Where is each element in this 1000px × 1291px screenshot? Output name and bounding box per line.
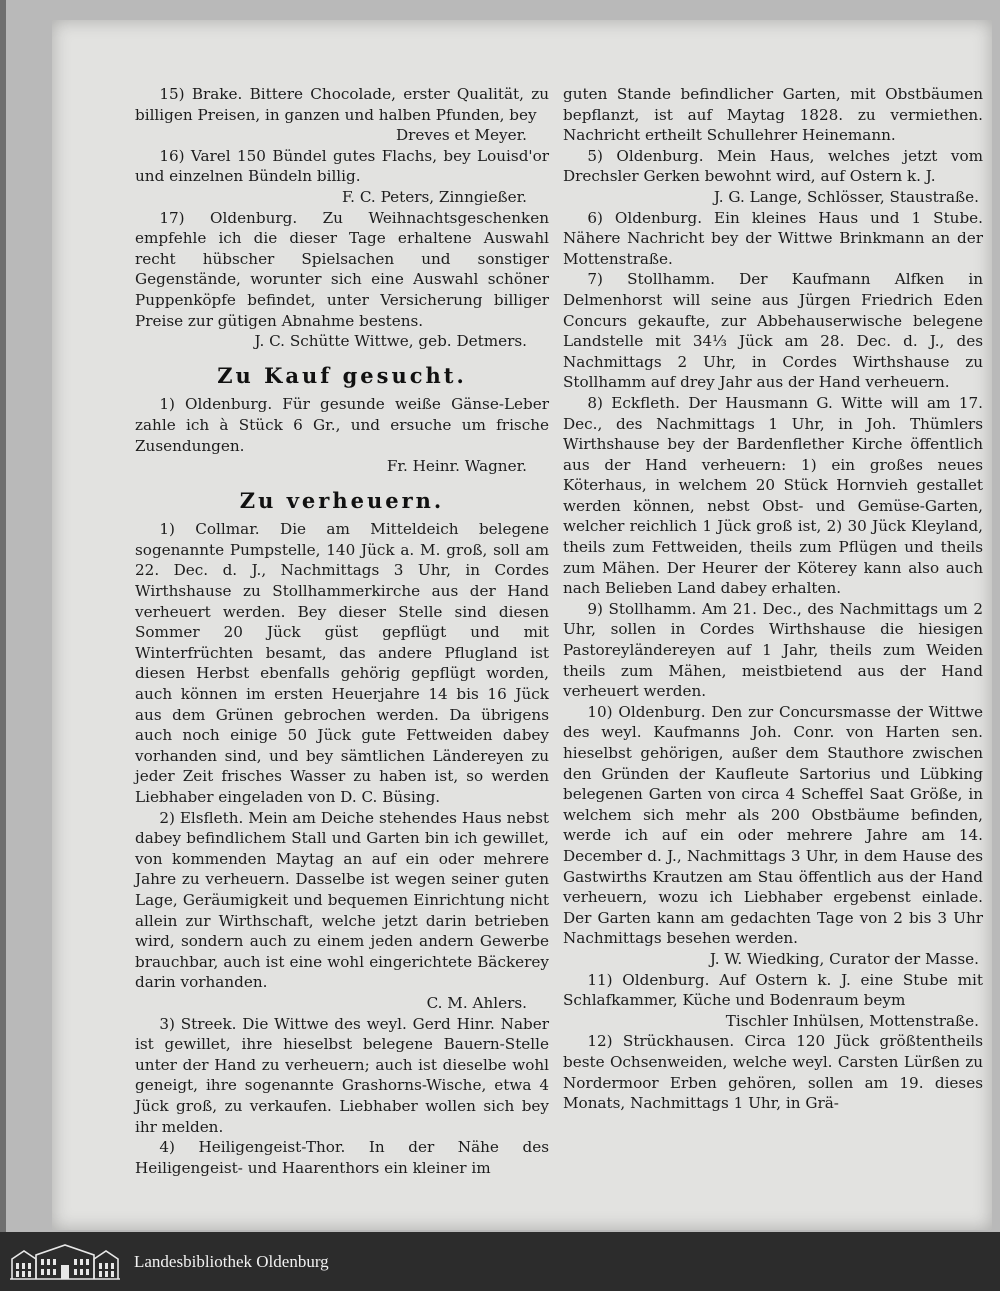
notice-paragraph: 16) Varel 150 Bündel gutes Flachs, bey Louisd'or und einzelnen Bündeln billig.	[135, 146, 549, 186]
scan-dark-edge	[0, 0, 6, 1232]
notice-paragraph: 2) Elsfleth. Mein am Deiche stehendes Haus nebst dabey befindlichem Stall und Garten bin ich gewillet, von kommenden Maytag an auf ein oder mehrere Jahre zu verheuern. Dasselbe ist wegen seiner guten Lage, Geräumigkeit und bequemen Einrichtung nicht allein zur Wirthschaft, welche jetzt darin betrieben wird, sondern auch zu einem jeden andern Gewerbe brauchbar, auch ist eine wohl eingerichtete Bäckerey darin vorhanden.	[135, 808, 549, 992]
notice-paragraph: 17) Oldenburg. Zu Weihnachtsgeschenken empfehle ich die dieser Tage erhaltene Auswahl recht hübscher Spielsachen und sonstiger Gegenstände, worunter sich eine Auswahl schöner Puppenköpfe befindet, unter Versicherung billiger Preise zur gütigen Abnahme bestens.	[135, 208, 549, 330]
notice-paragraph: guten Stande befindlicher Garten, mit Obstbäumen bepflanzt, ist auf Maytag 1828. zu vermiethen. Nachricht ertheilt Schullehrer Heinemann.	[563, 85, 983, 145]
notice-paragraph: 7) Stollhamm. Der Kaufmann Alfken in Delmenhorst will seine aus Jürgen Friedrich Eden Concurs gekaufte, zur Abbehauserwische belegene Landstelle mit 34⅓ Jück am 28. Dec. d. J., des Nachmittags 2 Uhr, in Cordes Wirthshause zu Stollhamm auf drey Jahr aus der Hand verheuern.	[563, 270, 983, 392]
section-heading: Zu verheuern.	[239, 487, 445, 513]
signature-line: J. W. Wiedking, Curator der Masse.	[709, 949, 979, 968]
notice-paragraph: 8) Eckfleth. Der Hausmann G. Witte will am 17. Dec., des Nachmittags 1 Uhr, in Joh. Thümlers Wirthshause bey der Bardenflether Kirche öffentlich aus der Hand verheuern: 1) ein großes neues Köterhaus, in welchem 20 Stück Hornvieh gestallet werden können, nebst Obst- und Gemüse-Garten, welcher reichlich 1 Jück groß ist, 2) 30 Jück Kleyland, theils zum Fettweiden, theils zum Pflügen und theils zum Mähen. Der Heurer der Köterey kann also auch nach Belieben Land dabey erhalten.	[563, 393, 983, 598]
notice-paragraph: 1) Oldenburg. Für gesunde weiße Gänse-Leber zahle ich à Stück 6 Gr., und ersuche um frische Zusendungen.	[135, 395, 549, 455]
notice-paragraph: 10) Oldenburg. Den zur Concursmasse der Wittwe des weyl. Kaufmanns Joh. Conr. von Harten sen. hieselbst gehörigen, außer dem Stauthore zwischen den Gründen der Kaufleute Sartorius und Lübking belegenen Garten von circa 4 Scheffel Saat Größe, in welchem sich mehr als 200 Obstbäume befinden, werde ich auf ein oder mehrere Jahre am 14. December d. J., Nachmittags 3 Uhr, in dem Hause des Gastwirths Krautzen am Stau öffentlich aus der Hand verheuern, wozu ich Liebhaber ergebenst einlade. Der Garten kann am gedachten Tage von 2 bis 3 Uhr Nachmittags besehen werden.	[563, 702, 983, 948]
signature-line: C. M. Ahlers.	[426, 993, 527, 1012]
library-name: Landesbibliothek Oldenburg	[134, 1252, 329, 1271]
library-building-logo	[10, 1241, 120, 1281]
signature-line: F. C. Peters, Zinngießer.	[342, 187, 527, 206]
left-column	[135, 84, 549, 1178]
notice-paragraph: 11) Oldenburg. Auf Ostern k. J. eine Stube mit Schlafkammer, Küche und Bodenraum beym	[563, 970, 983, 1010]
notice-paragraph: 12) Strückhausen. Circa 120 Jück größtentheils beste Ochsenweiden, welche weyl. Carsten Lürßen zu Nordermoor Erben gehören, sollen am 19. dieses Monats, Nachmittags 1 Uhr, in Grä-	[563, 1032, 983, 1113]
signature-line: Dreves et Meyer.	[395, 126, 527, 145]
signature-line: J. G. Lange, Schlösser, Staustraße.	[713, 187, 979, 206]
footer-bar	[0, 1232, 1000, 1291]
notice-paragraph: 9) Stollhamm. Am 21. Dec., des Nachmittags um 2 Uhr, sollen in Cordes Wirthshause die hiesigen Pastoreyländereyen auf 1 Jahr, theils zum Weiden theils zum Mähen, meistbietend aus der Hand verheuert werden.	[563, 599, 983, 701]
signature-line: Tischler Inhülsen, Mottenstraße.	[725, 1011, 979, 1030]
right-column	[563, 84, 983, 1114]
notice-paragraph: 1) Collmar. Die am Mitteldeich belegene sogenannte Pumpstelle, 140 Jück a. M. groß, soll am 22. Dec. d. J., Nachmittags 3 Uhr, in Cordes Wirthshause zu Stollhammerkirche aus der Hand verheuert werden. Bey dieser Stelle sind diesen Sommer 20 Jück güst gepflügt und mit Winterfrüchten besamt, das andere Pflugland ist diesen Herbst ebenfalls gehörig gepflügt worden, auch können im ersten Heuerjahre 14 bis 16 Jück aus dem Grünen gebrochen werden. Da übrigens auch noch einige 50 Jück gute Fettweiden dabey vorhanden sind, und bey sämtlichen Ländereyen zu jeder Zeit frisches Wasser zu haben ist, so werden Liebhaber eingeladen von D. C. Büsing.	[135, 520, 549, 806]
notice-paragraph: 15) Brake. Bittere Chocolade, erster Qualität, zu billigen Preisen, in ganzen und halben Pfunden, bey	[135, 85, 549, 124]
signature-line: Fr. Heinr. Wagner.	[386, 457, 527, 476]
notice-paragraph: 3) Streek. Die Wittwe des weyl. Gerd Hinr. Naber ist gewillet, ihre hieselbst belegene Bauern-Stelle unter der Hand zu verheuern; auch ist dieselbe wohl geneigt, ihre sogenannte Grashorns-Wische, etwa 4 Jück groß, zu verkaufen. Liebhaber wollen sich bey ihr melden.	[135, 1014, 549, 1136]
notice-paragraph: 6) Oldenburg. Ein kleines Haus und 1 Stube. Nähere Nachricht bey der Wittwe Brinkmann an der Mottenstraße.	[563, 208, 983, 268]
signature-line: J. C. Schütte Wittwe, geb. Detmers.	[254, 332, 527, 351]
notice-paragraph: 4) Heiligengeist-Thor. In der Nähe des Heiligengeist- und Haarenthors ein kleiner im	[135, 1138, 549, 1177]
notice-paragraph: 5) Oldenburg. Mein Haus, welches jetzt vom Drechsler Gerken bewohnt wird, auf Ostern k. J.	[563, 146, 983, 186]
section-heading: Zu Kauf gesucht.	[217, 362, 467, 388]
